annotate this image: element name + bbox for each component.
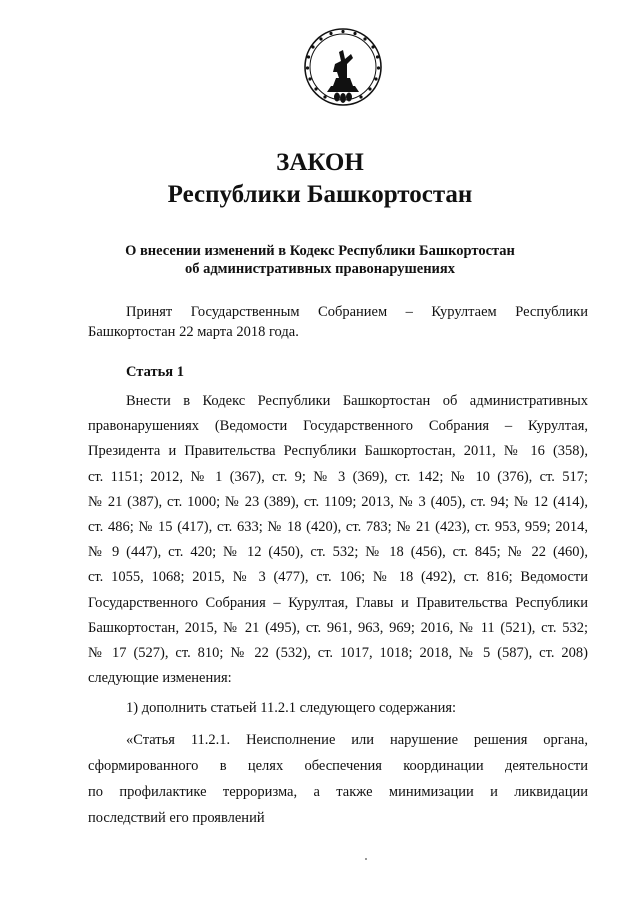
article-line: правонарушениях (Ведомости Государственного Собрания – Курултая, bbox=[88, 418, 588, 435]
article-line: Президента и Правительства Республики Башкортостан, 2011, № 16 (358), bbox=[88, 443, 588, 460]
article-body bbox=[88, 389, 588, 691]
article-line: ст. 1151; 2012, № 1 (367), ст. 9; № 3 (369), ст. 142; № 10 (376), ст. 517; bbox=[88, 468, 588, 485]
article-line: Башкортостан, 2015, № 21 (495), ст. 961, 963, 969; 2016, № 11 (521), ст. 532; bbox=[88, 619, 588, 636]
adoption-line: Башкортостан 22 марта 2018 года. bbox=[88, 324, 299, 340]
article-line: Внести в Кодекс Республики Башкортостан об административных bbox=[126, 393, 588, 409]
scan-speck bbox=[365, 858, 367, 860]
coat-of-arms-emblem bbox=[303, 26, 383, 108]
quote-line: сформированного в целях обеспечения координации деятельности bbox=[88, 758, 588, 774]
amendment-item-1: 1) дополнить статьей 11.2.1 следующего содержания: bbox=[126, 700, 457, 716]
quoted-article bbox=[88, 727, 588, 831]
law-title: ЗАКОН bbox=[276, 149, 364, 176]
article-line: № 21 (387), ст. 1000; № 23 (389), ст. 1109; 2013, № 3 (405), ст. 94; № 12 (414), bbox=[88, 493, 588, 510]
article-heading: Статья 1 bbox=[126, 364, 184, 380]
article-line: ст. 1055, 1068; 2015, № 3 (477), ст. 106; № 18 (492), ст. 816; Ведомости bbox=[88, 569, 588, 586]
law-title-republic: Республики Башкортостан bbox=[167, 181, 473, 208]
adoption-line: Принят Государственным Собранием – Курултаем Республики bbox=[126, 304, 588, 320]
article-line: № 9 (447), ст. 420; № 12 (450), ст. 532; № 18 (456), ст. 845; № 22 (460), bbox=[88, 544, 588, 561]
quote-line: по профилактике терроризма, а также минимизации и ликвидации bbox=[88, 784, 588, 800]
article-line: Государственного Собрания – Курултая, Главы и Правительства Республики bbox=[88, 594, 588, 611]
article-line: следующие изменения: bbox=[88, 670, 232, 687]
law-subtitle-line-1: О внесении изменений в Кодекс Республики Башкортостан bbox=[125, 243, 515, 259]
article-line: № 17 (527), ст. 810; № 22 (532), ст. 1017, 1018; 2018, № 5 (587), ст. 208) bbox=[88, 645, 588, 662]
adoption-note bbox=[88, 302, 588, 342]
article-line: ст. 486; № 15 (417), ст. 633; № 18 (420), ст. 783; № 21 (423), ст. 953, 959; 2014, bbox=[88, 519, 588, 536]
quote-line: «Статья 11.2.1. Неисполнение или нарушение решения органа, bbox=[126, 732, 588, 748]
quote-line: последствий его проявлений bbox=[88, 810, 265, 826]
law-subtitle-line-2: об административных правонарушениях bbox=[184, 261, 456, 277]
